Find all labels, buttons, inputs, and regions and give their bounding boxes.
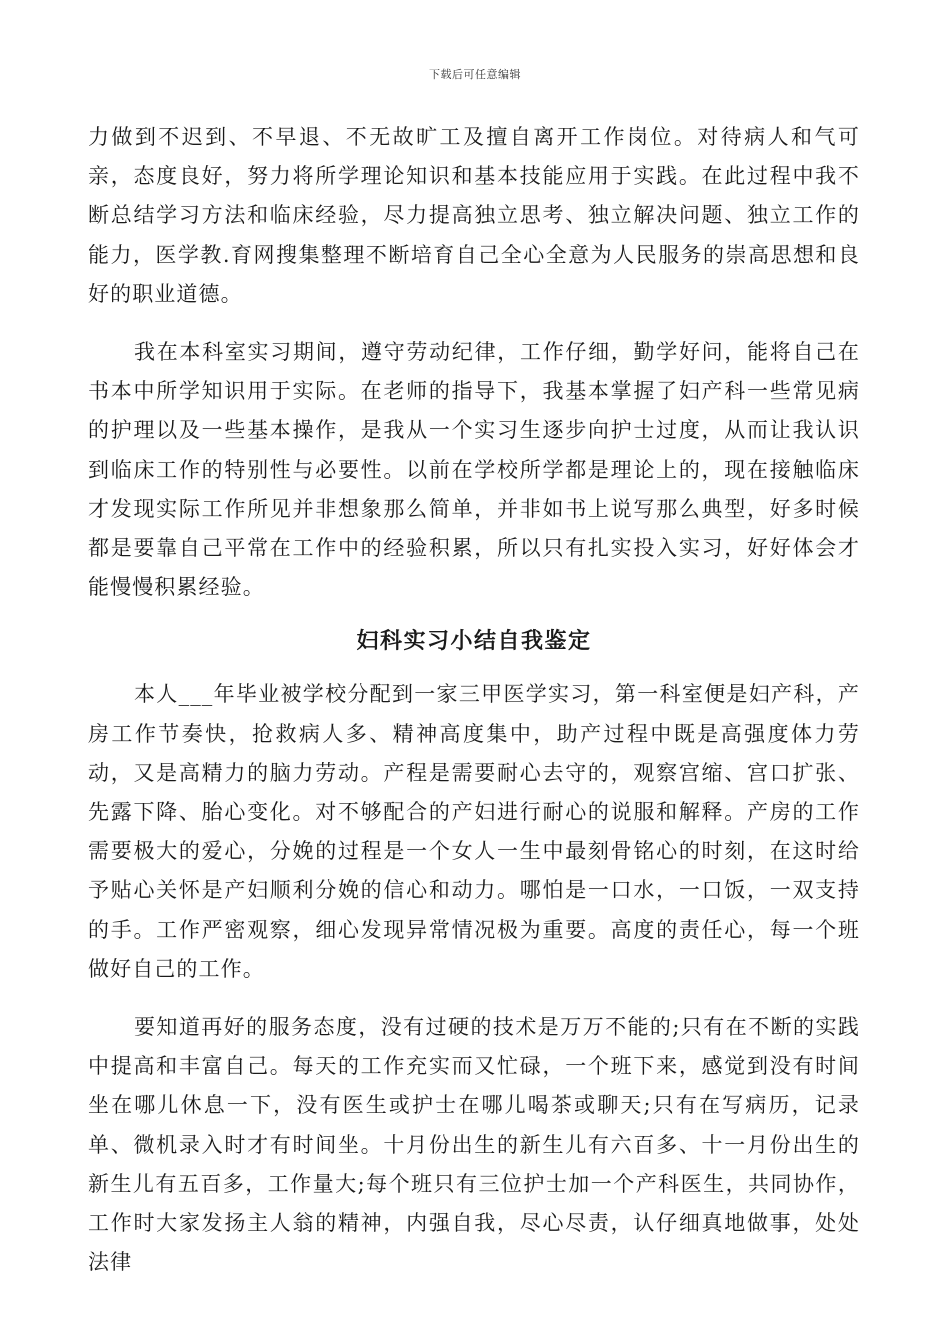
paragraph-gap [88, 989, 860, 1008]
section-title: 妇科实习小结自我鉴定 [356, 628, 592, 655]
document-body [88, 118, 860, 1282]
paragraph-service-attitude: 要知道再好的服务态度，没有过硬的技术是万万不能的;只有在不断的实践中提高和丰富自己。每天的工作充实而又忙碌，一个班下来，感觉到没有时间坐在哪儿休息一下，没有医生或护士在哪儿喝茶或聊天;只有在写病历，记录单、微机录入时才有时间坐。十月份出生的新生儿有六百多、十一月份出生的新生儿有五百多，工作量大;每个班只有三位护士加一个产科医生，共同协作，工作时大家发扬主人翁的精神，内强自我，尽心尽责，认仔细真地做事，处处法律 [88, 1015, 860, 1275]
paragraph-continuation: 力做到不迟到、不早退、不无故旷工及擅自离开工作岗位。对待病人和气可亲，态度良好，努力将所学理论知识和基本技能应用于实践。在此过程中我不断总结学习方法和临床经验，尽力提高独立思考、独立解决问题、独立工作的能力，医学教.育网搜集整理不断培育自己全心全意为人民服务的崇高思想和良好的职业道德。 [88, 125, 860, 306]
paragraph-delivery-room: 本人___年毕业被学校分配到一家三甲医学实习，第一科室便是妇产科，产房工作节奏快，抢救病人多、精神高度集中，助产过程中既是高强度体力劳动，又是高精力的脑力劳动。产程是需要耐心去守的，观察宫缩、宫口扩张、先露下降、胎心变化。对不够配合的产妇进行耐心的说服和解释。产房的工作需要极大的爱心，分娩的过程是一个女人一生中最刻骨铭心的时刻，在这时给予贴心关怀是产妇顺利分娩的信心和动力。哪怕是一口水，一口饭，一双支持的手。工作严密观察，细心发现异常情况极为重要。高度的责任心，每一个班做好自己的工作。 [88, 682, 860, 981]
page-header-note: 下载后可任意编辑 [429, 68, 521, 81]
paragraph-gap [88, 314, 860, 333]
paragraph-internship-summary: 我在本科室实习期间，遵守劳动纪律，工作仔细，勤学好问，能将自己在书本中所学知识用于实际。在老师的指导下，我基本掌握了妇产科一些常见病的护理以及一些基本操作，是我从一个实习生逐步向护士过度，从而让我认识到临床工作的特别性与必要性。以前在学校所学都是理论上的，现在接触临床才发现实际工作所见并非想象那么简单，并非如书上说写那么典型，好多时候都是要靠自己平常在工作中的经验积累，所以只有扎实投入实习，好好体会才能慢慢积累经验。 [88, 340, 860, 600]
